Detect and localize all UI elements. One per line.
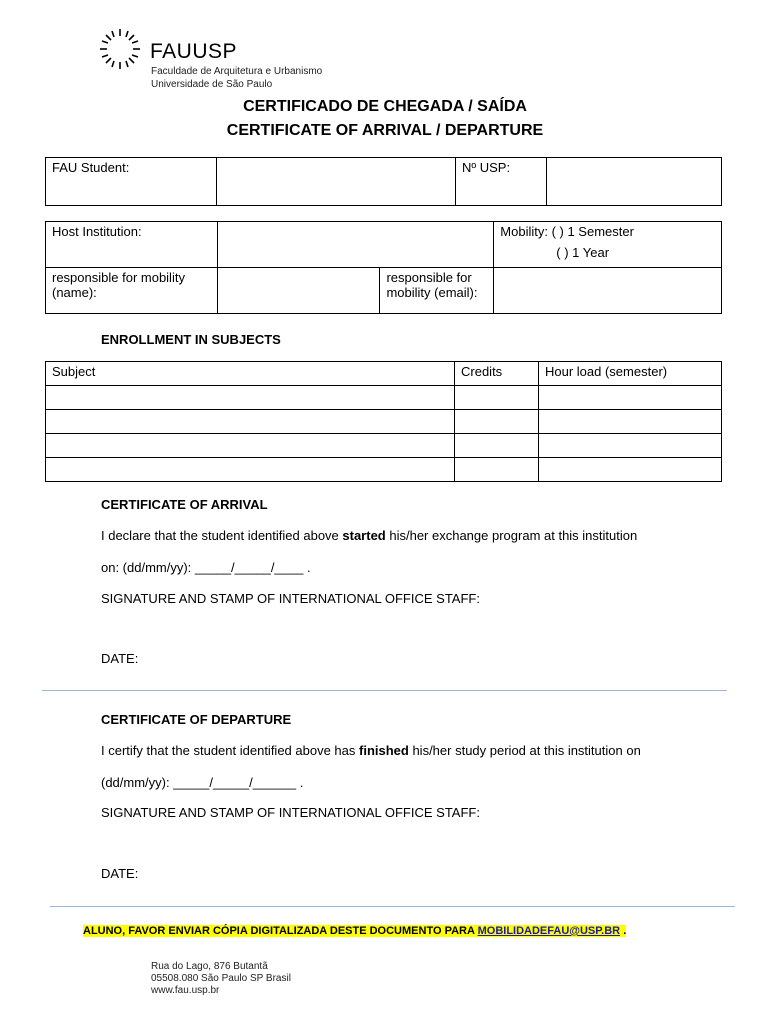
- hour-load-cell[interactable]: [539, 434, 722, 458]
- logo-line-1: Faculdade de Arquitetura e Urbanismo: [151, 66, 323, 77]
- departure-date-line: (dd/mm/yy): _____/_____/______ .: [101, 775, 304, 790]
- notice-text: ALUNO, FAVOR ENVIAR CÓPIA DIGITALIZADA DESTE DOCUMENTO PARA: [83, 925, 478, 937]
- departure-text-pre: I certify that the student identified above has: [101, 743, 359, 758]
- nusp-label: Nº USP:: [456, 158, 547, 206]
- resp-name-field[interactable]: [218, 268, 380, 314]
- host-field[interactable]: [218, 222, 494, 268]
- address-line-2: 05508.080 São Paulo SP Brasil: [151, 973, 291, 984]
- credits-cell[interactable]: [455, 386, 539, 410]
- arrival-heading: CERTIFICATE OF ARRIVAL: [101, 497, 268, 512]
- departure-text-post: his/her study period at this institution on: [408, 743, 641, 758]
- student-table: [45, 157, 722, 206]
- table-row: [46, 386, 722, 410]
- submission-notice: [83, 925, 626, 937]
- table-row: [46, 458, 722, 482]
- enrollment-heading: ENROLLMENT IN SUBJECTS: [101, 332, 281, 347]
- column-hour-load: Hour load (semester): [539, 362, 722, 386]
- hour-load-cell[interactable]: [539, 386, 722, 410]
- arrival-signature: SIGNATURE AND STAMP OF INTERNATIONAL OFFICE STAFF:: [101, 591, 480, 606]
- enrollment-table: [45, 361, 722, 482]
- credits-cell[interactable]: [455, 458, 539, 482]
- address-line-1: Rua do Lago, 876 Butantã: [151, 961, 268, 972]
- table-row: [46, 410, 722, 434]
- credits-cell[interactable]: [455, 434, 539, 458]
- nusp-field[interactable]: [547, 158, 722, 206]
- arrival-date-label: DATE:: [101, 651, 139, 666]
- arrival-declaration: [101, 528, 637, 543]
- logo-line-2: Universidade de São Paulo: [151, 79, 273, 90]
- resp-name-label: responsible for mobility (name):: [46, 268, 218, 314]
- fauusp-sun-logo-icon: [98, 27, 142, 71]
- column-subject: Subject: [46, 362, 455, 386]
- credits-cell[interactable]: [455, 410, 539, 434]
- divider: [50, 906, 735, 907]
- departure-date-label: DATE:: [101, 866, 139, 881]
- column-credits: Credits: [455, 362, 539, 386]
- resp-email-label: responsible for mobility (email):: [380, 268, 494, 314]
- host-label: Host Institution:: [46, 222, 218, 268]
- subject-cell[interactable]: [46, 434, 455, 458]
- notice-email-link[interactable]: MOBILIDADEFAU@USP.BR: [477, 925, 621, 937]
- student-label: FAU Student:: [46, 158, 217, 206]
- arrival-date-line: on: (dd/mm/yy): _____/_____/____ .: [101, 560, 311, 575]
- host-table: [45, 221, 722, 314]
- arrival-text-post: his/her exchange program at this institution: [385, 528, 638, 543]
- mobility-year-option[interactable]: ( ) 1 Year: [556, 245, 610, 260]
- mobility-semester-option[interactable]: Mobility: ( ) 1 Semester: [500, 224, 634, 239]
- subject-cell[interactable]: [46, 458, 455, 482]
- title-pt: CERTIFICADO DE CHEGADA / SAÍDA: [243, 98, 527, 115]
- address-website: www.fau.usp.br: [151, 985, 220, 996]
- resp-email-field[interactable]: [494, 268, 722, 314]
- departure-heading: CERTIFICATE OF DEPARTURE: [101, 712, 292, 727]
- subject-cell[interactable]: [46, 386, 455, 410]
- hour-load-cell[interactable]: [539, 410, 722, 434]
- logo-name: FAUUSP: [150, 40, 238, 63]
- departure-declaration: [101, 743, 641, 758]
- arrival-text-pre: I declare that the student identified above: [101, 528, 343, 543]
- title-en: CERTIFICATE OF ARRIVAL / DEPARTURE: [226, 122, 544, 139]
- departure-text-bold: finished: [359, 743, 409, 758]
- subject-cell[interactable]: [46, 410, 455, 434]
- notice-end: .: [620, 925, 627, 937]
- student-field[interactable]: [217, 158, 456, 206]
- departure-signature: SIGNATURE AND STAMP OF INTERNATIONAL OFFICE STAFF:: [101, 805, 480, 820]
- mobility-cell: [494, 222, 722, 268]
- divider: [42, 690, 727, 691]
- arrival-text-bold: started: [342, 528, 386, 543]
- table-row: [46, 434, 722, 458]
- hour-load-cell[interactable]: [539, 458, 722, 482]
